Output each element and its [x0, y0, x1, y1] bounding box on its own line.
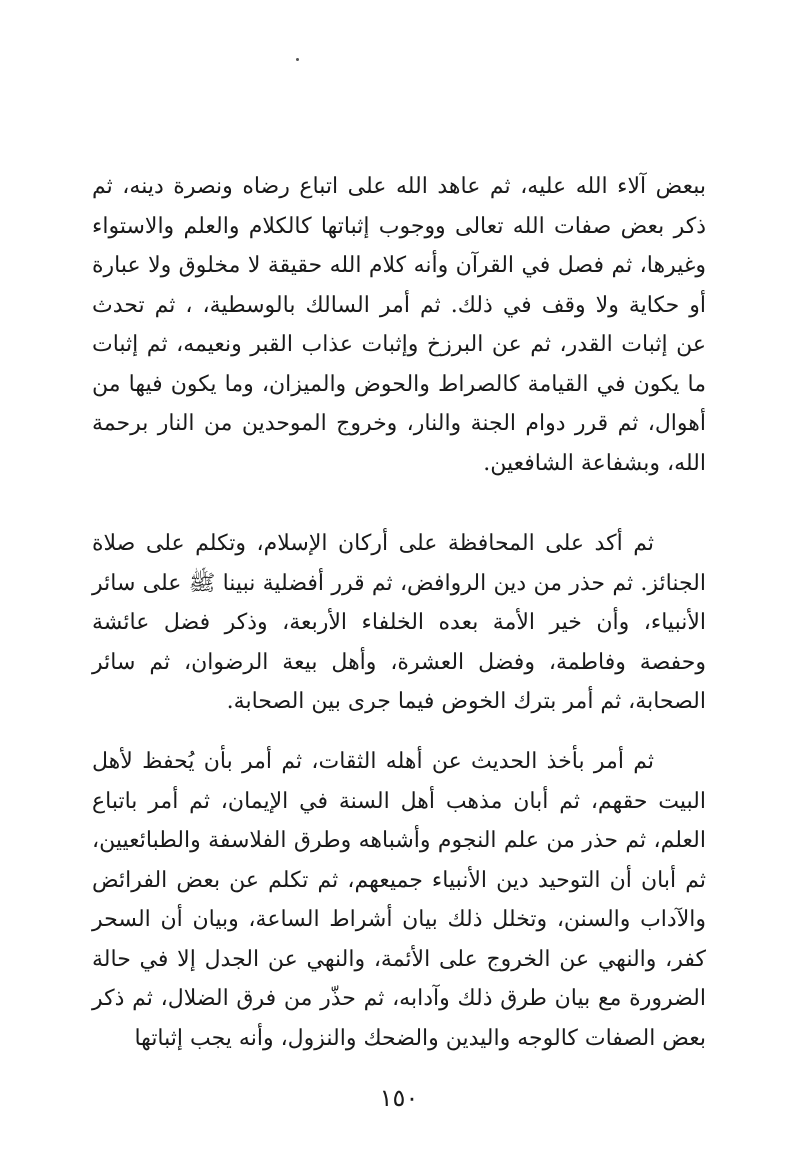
paragraph-2: ثم أكد على المحافظة على أركان الإسلام، وتكلم على صلاة الجنائز. ثم حذر من دين الروافض، ثم قرر أفضلية نبينا ﷺ على سائر الأنبياء، وأن خير الأمة بعده الخلفاء الأربعة، وذكر فضل عائشة وحفصة وفاطمة، وفضل العشرة، وأهل بيعة الرضوان، ثم سائر الصحابة، ثم أمر بترك الخوض فيما جرى بين الصحابة.	[92, 531, 706, 714]
paragraph-2-block	[92, 524, 706, 722]
paragraph-1-block	[92, 167, 706, 483]
paragraph-3-block	[92, 742, 706, 1058]
page-number: ١٥٠	[379, 1084, 419, 1112]
paragraph-1: ببعض آلاء الله عليه، ثم عاهد الله على اتباع رضاه ونصرة دينه، ثم ذكر بعض صفات الله تعالى ووجوب إثباتها كالكلام والعلم والاستواء وغيرها، ثم فصل في القرآن وأنه كلام الله حقيقة لا مخلوق ولا عبارة أو حكاية ولا وقف في ذلك. ثم أمر السالك بالوسطية، ، ثم تحدث عن إثبات القدر، ثم عن البرزخ وإثبات عذاب القبر ونعيمه، ثم إثبات ما يكون في القيامة كالصراط والحوض والميزان، وما يكون فيها من أهوال، ثم قرر دوام الجنة والنار، وخروج الموحدين من النار برحمة الله، وبشفاعة الشافعين.	[92, 174, 706, 476]
paragraph-3: ثم أمر بأخذ الحديث عن أهله الثقات، ثم أمر بأن يُحفظ لأهل البيت حقهم، ثم أبان مذهب أهل السنة في الإيمان، ثم أمر باتباع العلم، ثم حذر من علم النجوم وأشباهه وطرق الفلاسفة والطبائعيين، ثم أبان أن التوحيد دين الأنبياء جميعهم، ثم تكلم عن بعض الفرائض والآداب والسنن، وتخلل ذلك بيان أشراط الساعة، وبيان أن السحر كفر، والنهي عن الخروج على الأئمة، والنهي عن الجدل إلا في حالة الضرورة مع بيان طرق ذلك وآدابه، ثم حذّر من فرق الضلال، ثم ذكر بعض الصفات كالوجه واليدين والضحك والنزول، وأنه يجب إثباتها	[92, 749, 706, 1051]
top-dot-mark	[296, 58, 299, 61]
